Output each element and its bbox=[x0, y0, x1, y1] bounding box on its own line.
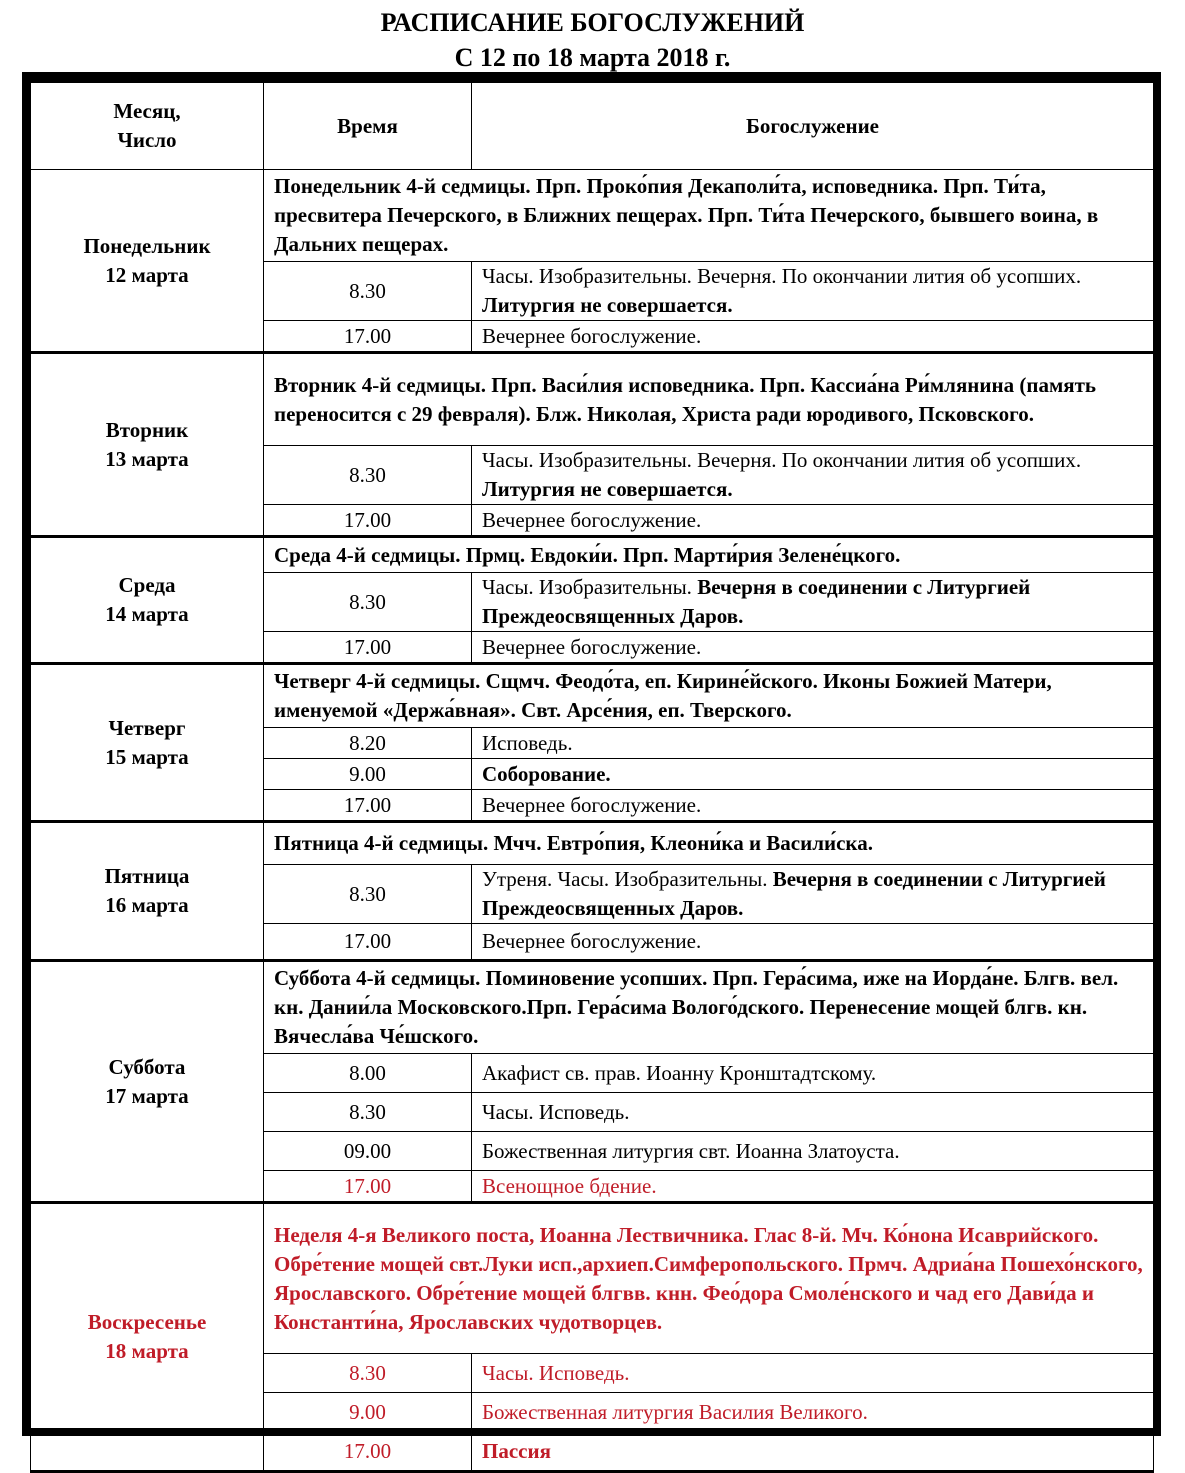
feast-description: Четверг 4-й седмицы. Сщмч. Феодо́та, еп. Кирине́йского. Иконы Божией Матери, именуемой «Держа́вная». Свт. Арсе́ния, еп. Тверского. bbox=[264, 664, 1154, 728]
service-time: 9.00 bbox=[264, 1393, 472, 1432]
service-description bbox=[472, 262, 1154, 321]
feast-description: Вторник 4-й седмицы. Прп. Васи́лия исповедника. Прп. Кассиа́на Ри́млянина (память переносится с 29 февраля). Блж. Николая, Христа ради юродивого, Псковского. bbox=[264, 353, 1154, 446]
service-description bbox=[472, 865, 1154, 924]
weekday-label: Понедельник bbox=[83, 233, 211, 258]
date-label: 17 марта bbox=[105, 1083, 189, 1108]
date-label: 14 марта bbox=[105, 602, 189, 626]
day-cell bbox=[31, 822, 264, 961]
document-subtitle-dates: С 12 по 18 марта 2018 г. bbox=[454, 43, 731, 72]
service-description bbox=[472, 1393, 1154, 1432]
service-time: 8.30 bbox=[264, 262, 472, 321]
feast-description: Суббота 4-й седмицы. Поминовение усопших. Прп. Гера́сима, иже на Иорда́не. Блгв. вел. кн. Дании́ла Московского.Прп. Гера́сима Волого́дского. Перенесение мощей блгв. кн. Вячесла́ва Че́шского. bbox=[264, 961, 1154, 1054]
service-time: 09.00 bbox=[264, 1132, 472, 1171]
day-cell bbox=[31, 664, 264, 822]
service-time: 17.00 bbox=[264, 924, 472, 961]
weekday-label: Среда bbox=[118, 573, 176, 597]
service-text: Вечернее богослужение. bbox=[482, 929, 702, 953]
service-description bbox=[472, 728, 1154, 759]
column-header-time: Время bbox=[264, 83, 472, 170]
service-description bbox=[472, 1354, 1154, 1393]
service-description bbox=[472, 1093, 1154, 1132]
service-text-bold: Литургия не совершается. bbox=[482, 477, 733, 501]
service-description bbox=[472, 924, 1154, 961]
service-text: Вечернее богослужение. bbox=[482, 792, 702, 817]
schedule-frame bbox=[22, 72, 1161, 1463]
service-text-bold: Соборование. bbox=[482, 761, 611, 786]
service-description bbox=[472, 759, 1154, 790]
column-header-date: Месяц, Число bbox=[31, 83, 264, 170]
service-description bbox=[472, 790, 1154, 822]
weekday-label: Вторник bbox=[105, 417, 189, 442]
weekday-label: Пятница bbox=[104, 864, 190, 888]
service-time: 8.30 bbox=[264, 573, 472, 632]
day-cell bbox=[31, 537, 264, 664]
service-time: 17.00 bbox=[264, 1432, 472, 1472]
service-description bbox=[472, 446, 1154, 505]
service-description bbox=[472, 573, 1154, 632]
service-text-bold: Вечерня в соединении с Литургией Преждеосвященных Даров. bbox=[482, 575, 1031, 628]
day-cell bbox=[31, 353, 264, 537]
schedule-table bbox=[30, 82, 1154, 1473]
service-text: Вечернее богослужение. bbox=[482, 507, 702, 532]
date-label: 15 марта bbox=[105, 744, 189, 769]
service-text: Часы. Изобразительны. Вечерня. По окончании лития об усопших. bbox=[482, 264, 1082, 288]
day-feast-row bbox=[31, 822, 1154, 865]
day-feast-row bbox=[31, 537, 1154, 573]
date-label: 13 марта bbox=[105, 446, 189, 471]
date-label: 16 марта bbox=[105, 893, 189, 917]
service-time: 8.30 bbox=[264, 865, 472, 924]
service-time: 17.00 bbox=[264, 505, 472, 537]
service-text-bold: Пассия bbox=[482, 1438, 551, 1463]
service-description bbox=[472, 505, 1154, 537]
service-time: 17.00 bbox=[264, 790, 472, 822]
document-title: РАСПИСАНИЕ БОГОСЛУЖЕНИЙ bbox=[380, 8, 805, 37]
service-description bbox=[472, 1171, 1154, 1203]
service-time: 8.20 bbox=[264, 728, 472, 759]
service-text: Часы. Исповедь. bbox=[482, 1099, 630, 1124]
service-description bbox=[472, 321, 1154, 353]
service-text: Божественная литургия Василия Великого. bbox=[482, 1399, 868, 1424]
service-time: 8.30 bbox=[264, 446, 472, 505]
service-text-bold: Литургия не совершается. bbox=[482, 293, 733, 317]
service-time: 17.00 bbox=[264, 321, 472, 353]
service-time: 8.30 bbox=[264, 1093, 472, 1132]
day-cell bbox=[31, 170, 264, 353]
service-text: Божественная литургия свт. Иоанна Златоуста. bbox=[482, 1138, 900, 1163]
day-feast-row bbox=[31, 664, 1154, 728]
feast-description: Среда 4-й седмицы. Прмц. Евдоки́и. Прп. Марти́рия Зелене́цкого. bbox=[264, 537, 1154, 573]
service-time: 17.00 bbox=[264, 1171, 472, 1203]
date-label: 12 марта bbox=[105, 262, 189, 287]
day-feast-row bbox=[31, 170, 1154, 262]
table-header-row bbox=[31, 83, 1154, 170]
service-time: 17.00 bbox=[264, 632, 472, 664]
service-text: Вечернее богослужение. bbox=[482, 634, 702, 659]
service-description bbox=[472, 1054, 1154, 1093]
service-time: 9.00 bbox=[264, 759, 472, 790]
feast-description: Пятница 4-й седмицы. Мчч. Евтро́пия, Клеони́ка и Васили́ска. bbox=[264, 822, 1154, 865]
day-feast-row bbox=[31, 353, 1154, 446]
service-description bbox=[472, 632, 1154, 664]
day-feast-row bbox=[31, 1203, 1154, 1354]
weekday-label: Четверг bbox=[108, 715, 186, 740]
day-cell bbox=[31, 1203, 264, 1472]
column-header-service: Богослужение bbox=[472, 83, 1154, 170]
service-text: Часы. Изобразительны. bbox=[482, 575, 698, 599]
weekday-label: Суббота bbox=[108, 1054, 186, 1079]
date-label: 18 марта bbox=[105, 1339, 189, 1363]
schedule-body bbox=[31, 170, 1154, 1472]
service-text: Вечернее богослужение. bbox=[482, 323, 702, 348]
weekday-label: Воскресенье bbox=[87, 1310, 207, 1334]
feast-description: Понедельник 4-й седмицы. Прп. Проко́пия Декаполи́та, исповедника. Прп. Ти́та, пресвитера Печерского, в Ближних пещерах. Прп. Ти́та Печерского, бывшего воина, в Дальних пещерах. bbox=[264, 170, 1154, 262]
service-time: 8.00 bbox=[264, 1054, 472, 1093]
service-text: Исповедь. bbox=[482, 730, 573, 755]
service-text: Часы. Исповедь. bbox=[482, 1360, 630, 1385]
feast-description: Неделя 4-я Великого поста, Иоанна Лествичника. Глас 8-й. Мч. Ко́нона Исаврийского. Обре́тение мощей свт.Луки исп.,архиеп.Симферопольского. Прмч. Адриа́на Пошехо́нского, Ярославского. Обре́тение мощей блгвв. кнн. Фео́дора Смоле́нского и чад его Дави́да и Константи́на, Ярославских чудотворцев. bbox=[264, 1203, 1154, 1354]
service-description bbox=[472, 1132, 1154, 1171]
service-text: Акафист св. прав. Иоанну Кронштадтскому. bbox=[482, 1060, 877, 1085]
service-description bbox=[472, 1432, 1154, 1472]
day-feast-row bbox=[31, 961, 1154, 1054]
service-time: 8.30 bbox=[264, 1354, 472, 1393]
service-text: Всенощное бдение. bbox=[482, 1173, 657, 1198]
service-text: Часы. Изобразительны. Вечерня. По окончании лития об усопших. bbox=[482, 448, 1082, 472]
service-text-bold: Вечерня в соединении с Литургией Преждеосвященных Даров. bbox=[482, 867, 1106, 920]
day-cell bbox=[31, 961, 264, 1203]
service-text: Утреня. Часы. Изобразительны. bbox=[482, 867, 773, 891]
